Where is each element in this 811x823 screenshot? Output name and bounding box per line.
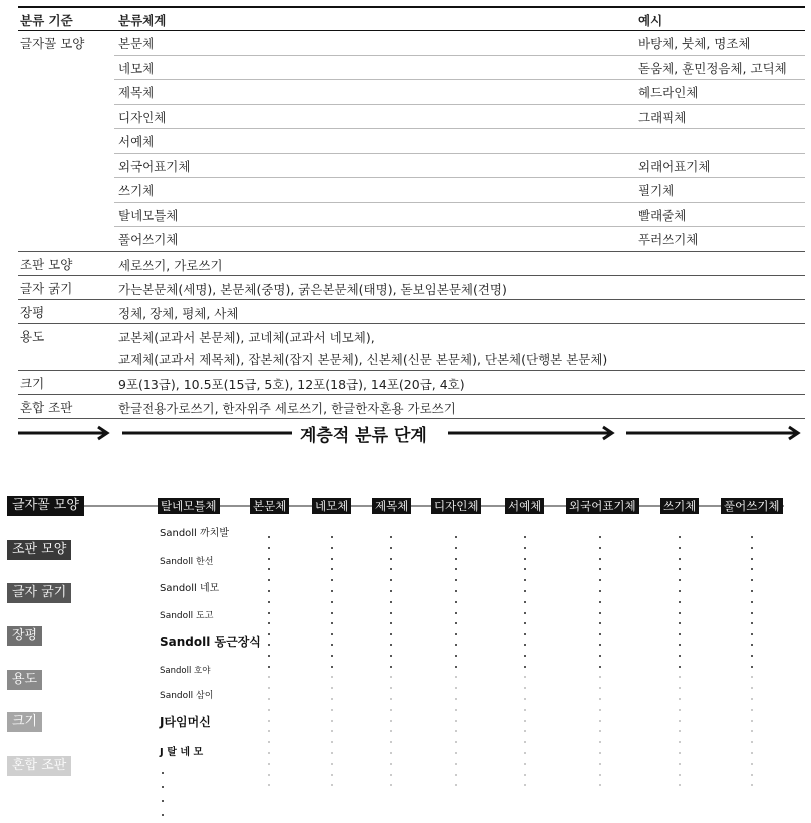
- column-header: 쓰기체: [660, 498, 699, 514]
- header-example: 예시: [638, 13, 663, 28]
- grid-dot: [268, 601, 270, 603]
- grid-dot: [331, 590, 333, 592]
- font-sample: J타임머신: [160, 715, 211, 729]
- table-row: [114, 105, 805, 130]
- grid-dot: [524, 558, 526, 560]
- group-width: [18, 300, 805, 324]
- example-text: 필기체: [638, 183, 675, 198]
- grid-dot: [679, 547, 681, 549]
- grid-dot: [679, 752, 681, 754]
- column-header: 디자인체: [431, 498, 481, 514]
- grid-dot: [524, 655, 526, 657]
- grid-dot: [268, 774, 270, 776]
- grid-dot: [455, 655, 457, 657]
- value-line: 가는본문체(세명), 본문체(중명), 굵은본문체(태명), 돋보임본문체(견명): [118, 281, 507, 297]
- system-name: 탈네모틀체: [118, 207, 179, 223]
- grid-dot: [751, 774, 753, 776]
- grid-dot: [679, 612, 681, 614]
- category-label: 용도: [12, 672, 38, 687]
- grid-dot: [331, 612, 333, 614]
- group-values: [118, 374, 465, 396]
- grid-dot: [268, 666, 270, 668]
- value-line: 9포(13급), 10.5포(15급, 5호), 12포(18급), 14포(20급, 4호): [118, 376, 465, 392]
- example-text: 헤드라인체: [638, 85, 699, 100]
- grid-dot: [390, 536, 392, 538]
- font-sample: Sandoll 네모: [160, 583, 220, 594]
- grid-dot: [455, 644, 457, 646]
- grid-dot: [390, 547, 392, 549]
- system-name: 제목체: [118, 85, 155, 100]
- example-text: 빨래줄체: [638, 207, 687, 223]
- value-line: 교제체(교과서 제목체), 잡본체(잡지 본문체), 신본체(신문 본문체), 단본체(단행본 본문체): [118, 351, 608, 367]
- grid-dot: [331, 752, 333, 754]
- grid-dot: [751, 590, 753, 592]
- grid-dot: [455, 666, 457, 668]
- grid-dot: [390, 655, 392, 657]
- grid-dot: [268, 763, 270, 765]
- grid-dot: [679, 590, 681, 592]
- grid-dot: [455, 763, 457, 765]
- grid-dot: [390, 666, 392, 668]
- grid-dot: [599, 666, 601, 668]
- grid-dot: [524, 590, 526, 592]
- value-line: 한글전용가로쓰기, 한자위주 세로쓰기, 한글한자혼용 가로쓰기: [118, 400, 456, 416]
- grid-dot: [390, 752, 392, 754]
- grid-dot: [751, 698, 753, 700]
- category-typesetting: [7, 540, 71, 560]
- grid-dot: [455, 698, 457, 700]
- grid-dot: [331, 655, 333, 657]
- grid-dot: [599, 774, 601, 776]
- grid-dot: [524, 752, 526, 754]
- grid-dot: [455, 590, 457, 592]
- system-name: 서예체: [118, 134, 155, 149]
- grid-dot: [599, 709, 601, 711]
- grid-dot: [331, 558, 333, 560]
- hierarchy-label: 계층적 분류 단계: [300, 426, 427, 446]
- grid-dot: [751, 644, 753, 646]
- group-mixed: [18, 395, 805, 419]
- category-label: 장평: [12, 628, 38, 643]
- grid-dot: [390, 720, 392, 722]
- grid-dot: [599, 752, 601, 754]
- grid-dot: [524, 774, 526, 776]
- grid-dot: [455, 774, 457, 776]
- grid-dot: [751, 612, 753, 614]
- category-usage: [7, 670, 42, 690]
- grid-dot: [390, 612, 392, 614]
- grid-dot: [390, 774, 392, 776]
- grid-dot: [331, 547, 333, 549]
- system-name: 풀어쓰기체: [118, 232, 179, 247]
- grid-dot: [524, 720, 526, 722]
- category-mixed: [7, 756, 71, 776]
- column-header: 본문체: [250, 498, 289, 514]
- table-row: [114, 178, 805, 203]
- system-name: 디자인체: [118, 109, 167, 125]
- grid-dot: [524, 644, 526, 646]
- sample-dot: [162, 772, 164, 774]
- grid-dot: [599, 536, 601, 538]
- table-row: [114, 203, 805, 228]
- grid-dot: [331, 698, 333, 700]
- grid-dot: [679, 698, 681, 700]
- group-name: 조판 모양: [20, 256, 73, 272]
- grid-dot: [679, 558, 681, 560]
- grid-dot: [390, 644, 392, 646]
- category-label: 조판 모양: [12, 542, 67, 557]
- column-header: 제목체: [372, 498, 411, 514]
- grid-dot: [268, 655, 270, 657]
- grid-dot: [751, 666, 753, 668]
- group-values: [118, 303, 238, 325]
- column-header: 탈네모틀체: [158, 498, 220, 514]
- grid-dot: [331, 536, 333, 538]
- grid-dot: [331, 644, 333, 646]
- table-row: [114, 31, 805, 56]
- grid-dot: [268, 709, 270, 711]
- font-sample: Sandoll 호야: [160, 666, 211, 676]
- grid-dot: [524, 612, 526, 614]
- category-shape: [7, 496, 84, 516]
- table-row: [114, 80, 805, 105]
- group-usage: [18, 324, 805, 371]
- group-name: 혼합 조판: [20, 399, 73, 415]
- group-name: 용도: [20, 328, 45, 344]
- grid-dot: [390, 763, 392, 765]
- grid-dot: [751, 547, 753, 549]
- connector-line: [0, 490, 811, 823]
- system-name: 네모체: [118, 60, 155, 76]
- grid-dot: [390, 709, 392, 711]
- hierarchy-arrow-bar: [0, 419, 811, 447]
- sample-dot: [162, 814, 164, 816]
- column-header: 서예체: [505, 498, 544, 514]
- grid-dot: [268, 612, 270, 614]
- font-sample: Sandoll 도고: [160, 611, 214, 621]
- grid-dot: [599, 655, 601, 657]
- grid-dot: [331, 709, 333, 711]
- category-size: [7, 712, 42, 732]
- font-sample: Sandoll 동근장식: [160, 635, 261, 649]
- grid-dot: [679, 644, 681, 646]
- group-name: 글자 굵기: [20, 280, 73, 296]
- table-row: [114, 129, 805, 154]
- grid-dot: [679, 655, 681, 657]
- group-values: [118, 255, 223, 277]
- system-name: 쓰기체: [118, 183, 155, 198]
- grid-dot: [751, 536, 753, 538]
- grid-dot: [679, 763, 681, 765]
- grid-dot: [679, 720, 681, 722]
- grid-dot: [268, 558, 270, 560]
- font-sample: J 탈 네 모: [160, 747, 204, 758]
- grid-dot: [751, 709, 753, 711]
- grid-dot: [679, 536, 681, 538]
- group-size: [18, 371, 805, 395]
- grid-dot: [599, 601, 601, 603]
- grid-dot: [268, 547, 270, 549]
- grid-dot: [455, 536, 457, 538]
- grid-dot: [599, 612, 601, 614]
- category-label: 혼합 조판: [12, 758, 67, 773]
- grid-dot: [524, 763, 526, 765]
- table-row: [114, 227, 805, 251]
- grid-dot: [679, 601, 681, 603]
- grid-dot: [524, 709, 526, 711]
- grid-dot: [599, 720, 601, 722]
- column-header: 풀어쓰기체: [721, 498, 783, 514]
- grid-dot: [331, 774, 333, 776]
- grid-dot: [331, 666, 333, 668]
- system-name: 본문체: [118, 36, 155, 51]
- grid-dot: [455, 558, 457, 560]
- group-shape: [18, 31, 805, 252]
- grid-dot: [599, 558, 601, 560]
- grid-dot: [390, 590, 392, 592]
- group-values: [118, 327, 607, 371]
- grid-dot: [455, 612, 457, 614]
- column-header: 네모체: [312, 498, 351, 514]
- grid-dot: [524, 547, 526, 549]
- column-header: 외국어표기체: [566, 498, 639, 514]
- font-sample: Sandoll 삼이: [160, 691, 214, 701]
- group-values: [118, 398, 456, 420]
- grid-dot: [751, 720, 753, 722]
- grid-dot: [599, 698, 601, 700]
- grid-dot: [268, 698, 270, 700]
- grid-dot: [331, 720, 333, 722]
- example-text: 외래어표기체: [638, 158, 711, 174]
- grid-dot: [679, 666, 681, 668]
- grid-dot: [599, 644, 601, 646]
- grid-dot: [599, 763, 601, 765]
- grid-dot: [268, 536, 270, 538]
- table-row: [114, 154, 805, 179]
- grid-dot: [268, 590, 270, 592]
- grid-dot: [390, 601, 392, 603]
- grid-dot: [679, 774, 681, 776]
- group-weight: [18, 276, 805, 300]
- group-name: 크기: [20, 375, 45, 391]
- grid-dot: [268, 644, 270, 646]
- group-typesetting: [18, 252, 805, 276]
- grid-dot: [524, 666, 526, 668]
- font-sample: Sandoll 까치발: [160, 528, 229, 539]
- grid-dot: [751, 601, 753, 603]
- category-label: 글자 굵기: [12, 585, 67, 600]
- example-text: 푸러쓰기체: [638, 232, 699, 247]
- grid-dot: [524, 698, 526, 700]
- value-line: 교본체(교과서 본문체), 교네체(교과서 네모체),: [118, 329, 375, 345]
- header-criterion: 분류 기준: [20, 13, 73, 28]
- grid-dot: [268, 720, 270, 722]
- example-text: 바탕체, 붓체, 명조체: [638, 36, 751, 51]
- category-label: 크기: [12, 714, 38, 729]
- table-header: [18, 6, 805, 31]
- grid-dot: [455, 601, 457, 603]
- grid-dot: [751, 558, 753, 560]
- classification-diagram: [0, 490, 811, 823]
- grid-dot: [599, 547, 601, 549]
- grid-dot: [331, 601, 333, 603]
- grid-dot: [751, 655, 753, 657]
- example-text: 그래픽체: [638, 109, 687, 125]
- value-line: 정체, 장체, 평체, 사체: [118, 305, 239, 321]
- group-name: 장평: [20, 304, 45, 320]
- group-values: [118, 279, 507, 301]
- grid-dot: [751, 763, 753, 765]
- category-weight: [7, 583, 71, 603]
- grid-dot: [524, 536, 526, 538]
- group-name: 글자꼴 모양: [20, 36, 85, 51]
- example-text: 돋움체, 훈민정음체, 고딕체: [638, 60, 787, 76]
- font-sample: Sandoll 한선: [160, 557, 214, 567]
- category-label: 글자꼴 모양: [12, 498, 79, 513]
- grid-dot: [455, 752, 457, 754]
- grid-dot: [679, 709, 681, 711]
- grid-dot: [524, 601, 526, 603]
- category-width: [7, 626, 42, 646]
- sample-dot: [162, 786, 164, 788]
- grid-dot: [455, 720, 457, 722]
- grid-dot: [390, 558, 392, 560]
- grid-dot: [599, 590, 601, 592]
- grid-dot: [455, 709, 457, 711]
- system-name: 외국어표기체: [118, 158, 191, 174]
- grid-dot: [390, 698, 392, 700]
- table-row: [114, 56, 805, 81]
- header-system: 분류체계: [118, 13, 167, 28]
- grid-dot: [455, 547, 457, 549]
- value-line: 세로쓰기, 가로쓰기: [118, 257, 223, 273]
- grid-dot: [268, 752, 270, 754]
- sample-dot: [162, 800, 164, 802]
- classification-table: [18, 6, 805, 419]
- grid-dot: [331, 763, 333, 765]
- grid-dot: [751, 752, 753, 754]
